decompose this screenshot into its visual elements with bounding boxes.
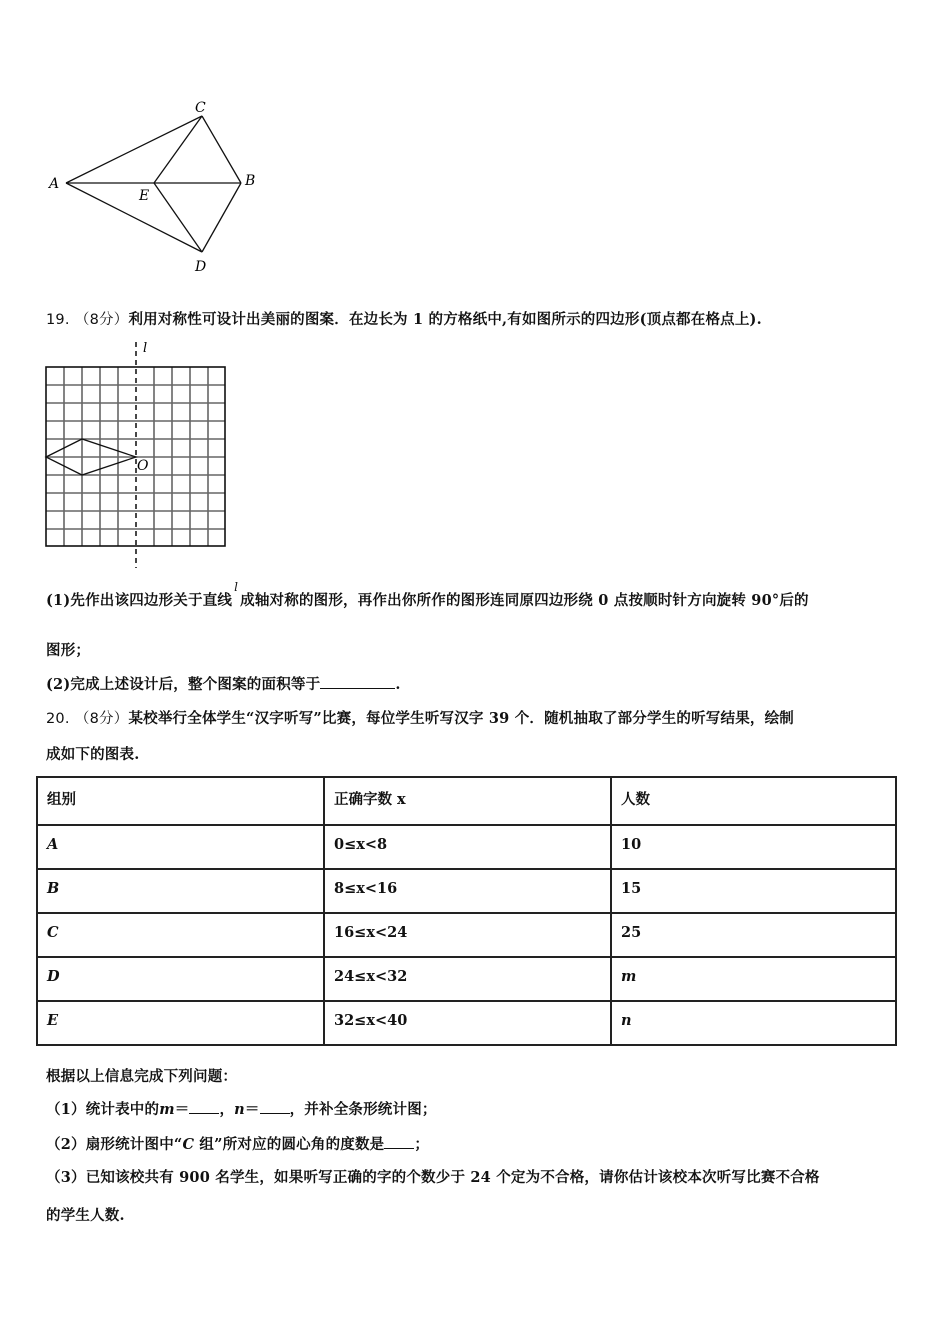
cell-count: m [611,957,896,1001]
answer-blank-angle[interactable] [384,1134,414,1149]
q19-part1-line2: 图形； [46,642,91,659]
table-row [37,957,896,1001]
cell-count: 10 [611,825,896,869]
line-label-l: l [143,341,148,356]
q20-intro: 根据以上信息完成下列问题： [46,1068,238,1085]
q20-number: 20. [46,711,70,727]
q19-part2: (2)完成上述设计后，整个图案的面积等于 . [46,676,401,693]
header-range: 正确字数 x [324,777,611,825]
inline-line-label-l: l [234,580,239,594]
grid-figure [40,338,240,570]
q20-sub1: （1）统计表中的m＝ ，n＝ ，并补全条形统计图； [46,1101,437,1118]
label-d: D [195,259,207,275]
cell-group: B [37,869,324,913]
cell-count: n [611,1001,896,1045]
cell-count: 15 [611,869,896,913]
q20-sub3-line1: （3）已知该校共有 900 名学生，如果听写正确的字的个数少于 24 个定为不合格，请你估计该校本次听写比赛不合格 [46,1169,820,1186]
cell-range: 8≤x<16 [324,869,611,913]
answer-blank-area[interactable] [320,674,395,689]
q20-stem-line1: 20. （8分）某校举行全体学生“汉字听写”比赛，每位学生听写汉字 39 个．随机抽取了部分学生的听写结果，绘制 [46,710,795,727]
q20-points: （8分） [74,711,129,727]
label-c: C [195,100,206,116]
point-label-o: O [137,458,149,474]
q19-part1-line1: (1)先作出该四边形关于直线$^l$成轴对称的图形，再作出你所作的图形连同原四边形绕 0 点按顺时针方向旋转 90°后的 [46,580,809,609]
table-row [37,913,896,957]
geometry-figure-acbde [40,90,280,280]
q19-number: 19. [46,312,70,328]
table-row [37,1001,896,1045]
label-b: B [245,173,256,189]
cell-range: 0≤x<8 [324,825,611,869]
header-count: 人数 [611,777,896,825]
answer-blank-m[interactable] [189,1099,219,1114]
q19-stem-text: 利用对称性可设计出美丽的图案．在边长为 1 的方格纸中,有如图所示的四边形(顶点都在格点上). [128,311,762,328]
cell-range: 32≤x<40 [324,1001,611,1045]
table-row [37,825,896,869]
cell-count: 25 [611,913,896,957]
table-header-row [37,777,896,825]
cell-range: 24≤x<32 [324,957,611,1001]
cell-group: E [37,1001,324,1045]
q20-sub3-line2: 的学生人数. [46,1207,125,1224]
cell-range: 16≤x<24 [324,913,611,957]
label-e: E [139,188,150,204]
q19-points: （8分） [74,312,129,328]
answer-blank-n[interactable] [260,1099,290,1114]
cell-group: D [37,957,324,1001]
q20-stem-line2: 成如下的图表. [46,746,140,763]
header-group: 组别 [37,777,324,825]
table-row [37,869,896,913]
stats-table [36,776,897,1046]
label-a: A [49,176,60,192]
q20-sub2: （2）扇形统计图中“C 组”所对应的圆心角的度数是 ； [46,1136,430,1153]
q19-stem [46,310,762,330]
cell-group: A [37,825,324,869]
cell-group: C [37,913,324,957]
